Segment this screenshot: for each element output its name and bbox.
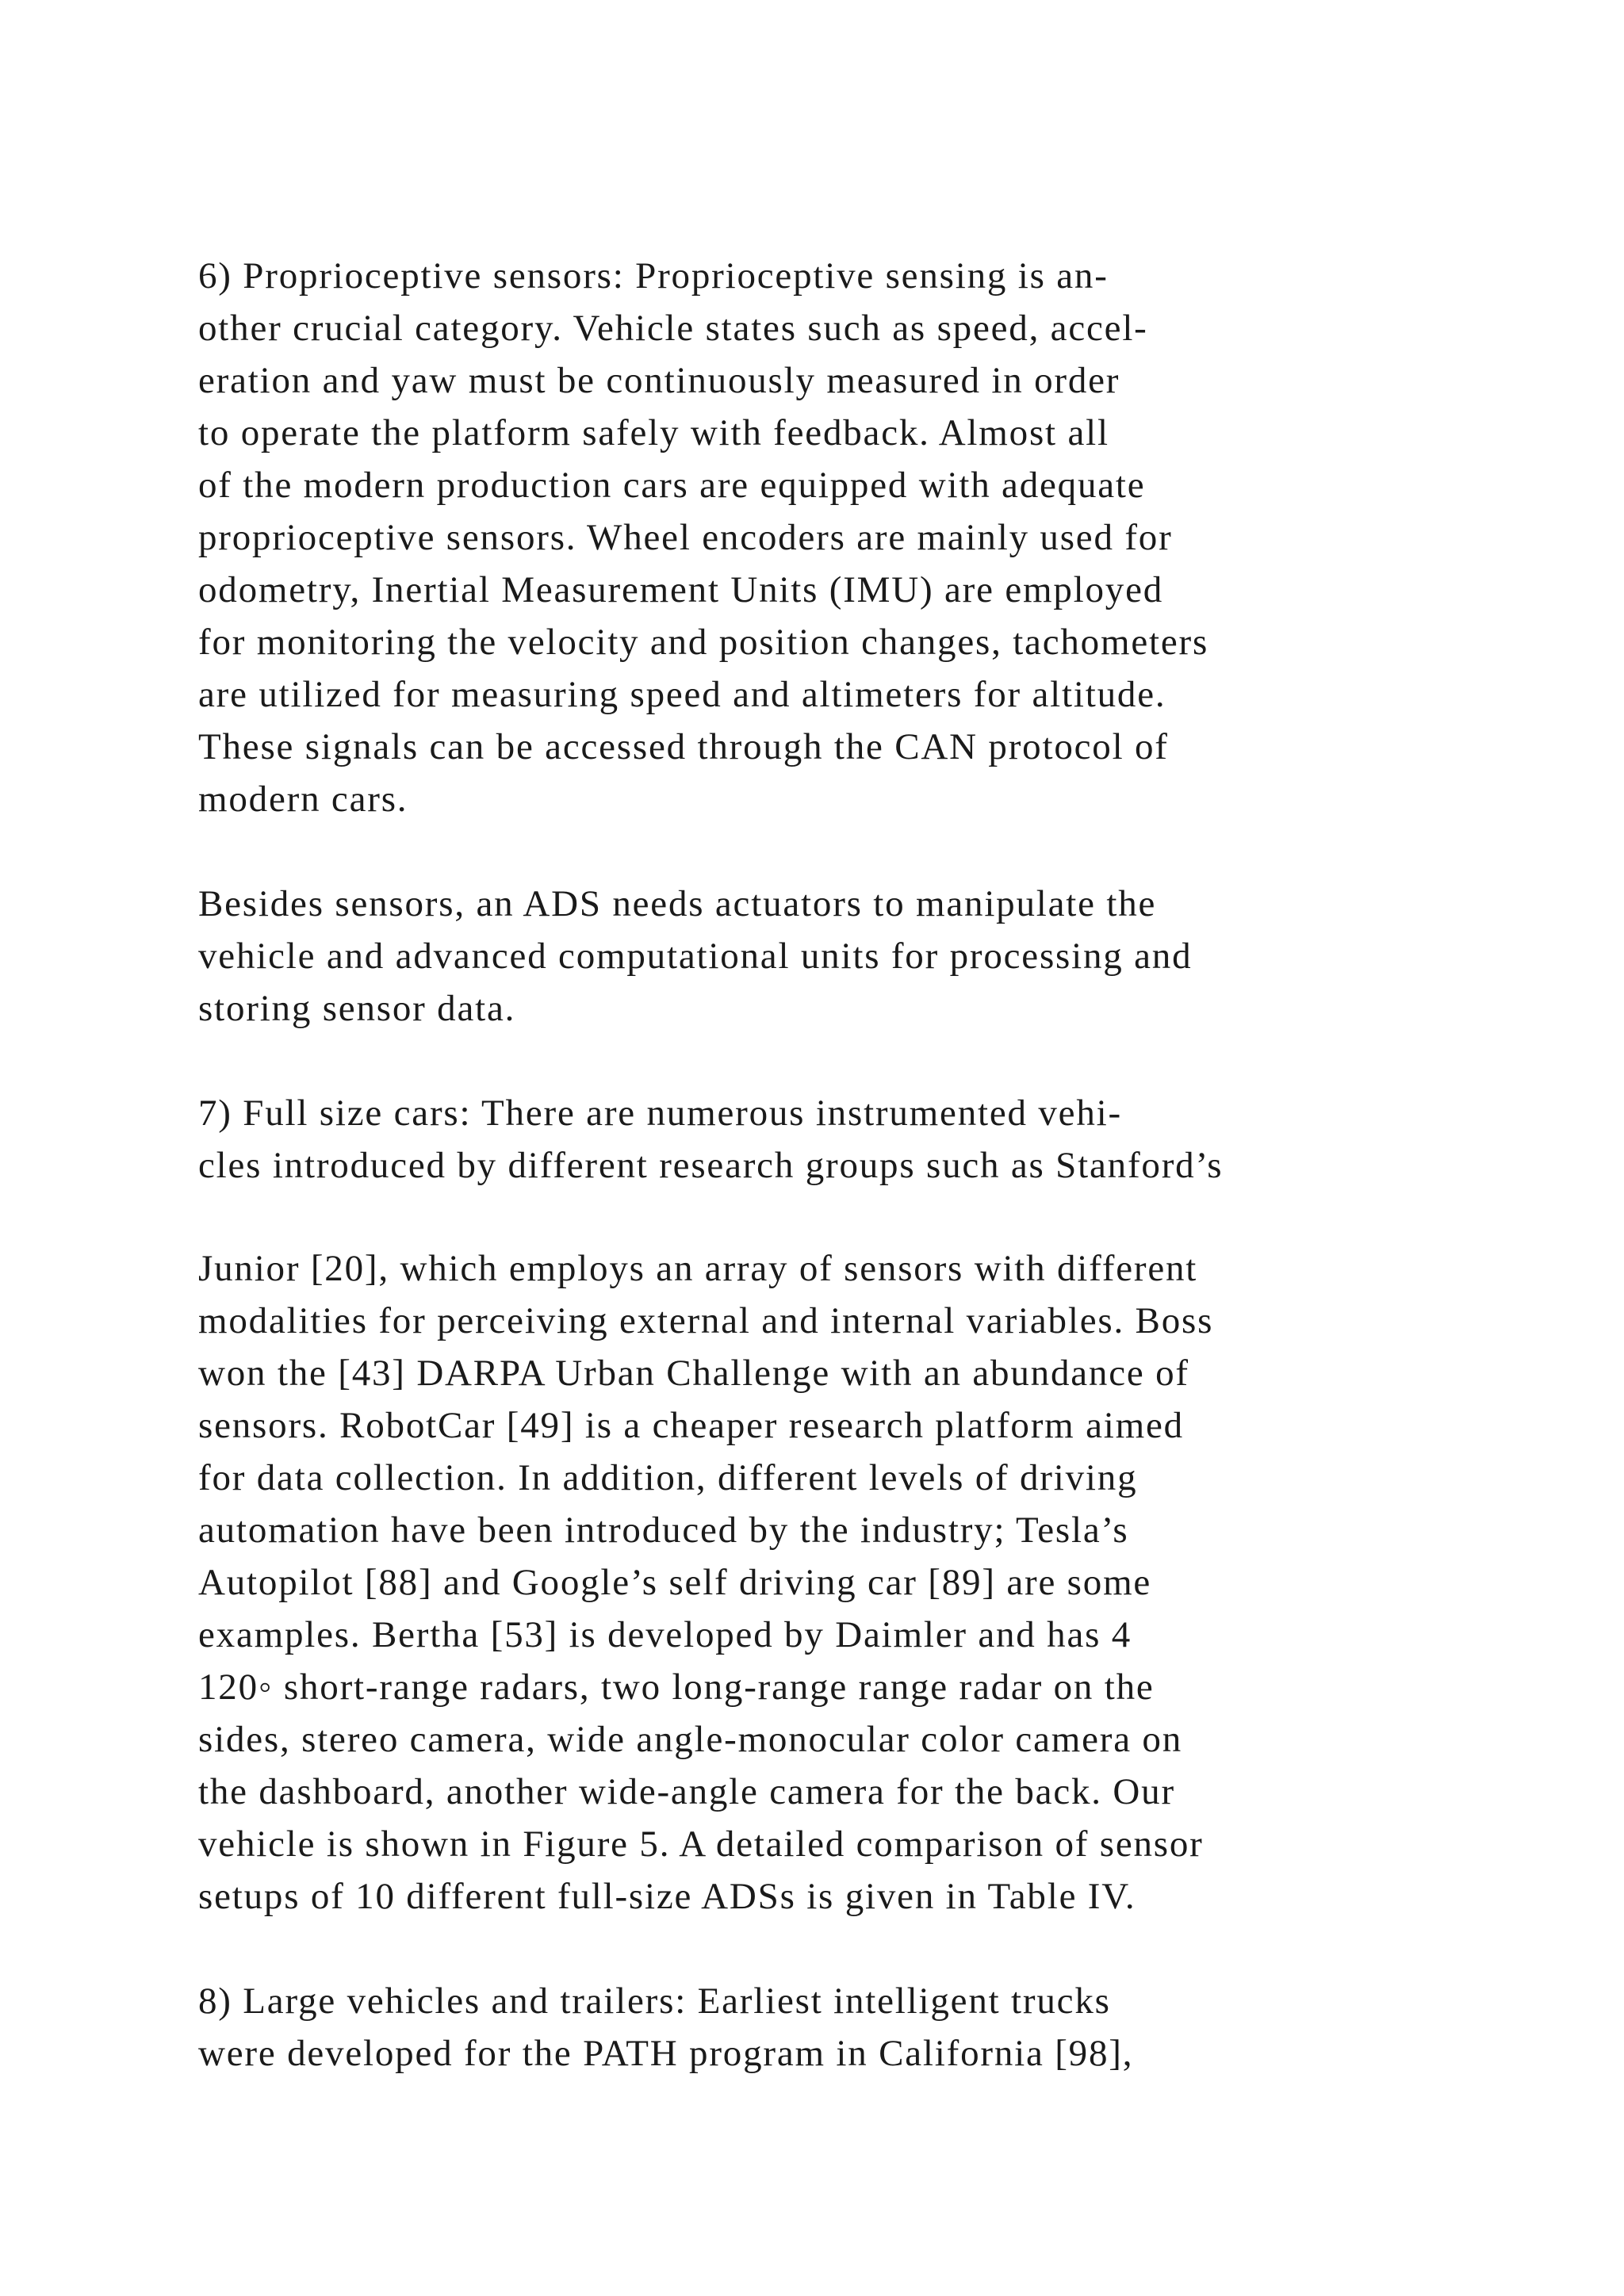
paragraph-spacer: [198, 1035, 1435, 1087]
text-line: examples. Bertha [53] is developed by Daimler and has 4: [198, 1614, 1132, 1655]
text-line: These signals can be accessed through the CAN protocol of: [198, 726, 1169, 767]
text-line: for data collection. In addition, different levels of driving: [198, 1457, 1138, 1498]
text-line: the dashboard, another wide-angle camera for the back. Our: [198, 1771, 1175, 1812]
text-line: were developed for the PATH program in California [98],: [198, 2033, 1134, 2074]
text-line: for monitoring the velocity and position changes, tachometers: [198, 622, 1209, 663]
text-line: Autopilot [88] and Google’s self driving car [89] are some: [198, 1562, 1152, 1603]
text-line: vehicle and advanced computational units for processing and: [198, 936, 1193, 977]
text-line: won the [43] DARPA Urban Challenge with an abundance of: [198, 1353, 1189, 1394]
text-line: to operate the platform safely with feedback. Almost all: [198, 412, 1109, 453]
text-line: 7) Full size cars: There are numerous instrumented vehi-: [198, 1093, 1122, 1134]
text-line: setups of 10 different full-size ADSs is given in Table IV.: [198, 1876, 1136, 1917]
text-line: of the modern production cars are equipped with adequate: [198, 465, 1146, 506]
text-line: proprioceptive sensors. Wheel encoders are mainly used for: [198, 517, 1173, 558]
text-line: sides, stereo camera, wide angle-monocular color camera on: [198, 1719, 1183, 1760]
text-line: Junior [20], which employs an array of sensors with different: [198, 1248, 1198, 1289]
text-line: Besides sensors, an ADS needs actuators to manipulate the: [198, 883, 1157, 924]
document-page: [198, 250, 1435, 2080]
text-line: modalities for perceiving external and internal variables. Boss: [198, 1300, 1214, 1341]
text-line: modern cars.: [198, 779, 408, 820]
paragraph-spacer: [198, 1923, 1435, 1975]
paragraph-actuators: [198, 878, 1435, 1035]
text-line: other crucial category. Vehicle states such as speed, accel-: [198, 308, 1148, 349]
text-line: are utilized for measuring speed and altimeters for altitude.: [198, 674, 1166, 715]
text-line: sensors. RobotCar [49] is a cheaper research platform aimed: [198, 1405, 1184, 1446]
paragraph-full-size-cars-intro: [198, 1087, 1435, 1192]
text-line: cles introduced by different research groups such as Stanford’s: [198, 1145, 1224, 1186]
text-line: 120◦ short-range radars, two long-range range radar on the: [198, 1667, 1155, 1708]
paragraph-spacer: [198, 1192, 1435, 1242]
text-line: eration and yaw must be continuously measured in order: [198, 360, 1120, 401]
text-line: vehicle is shown in Figure 5. A detailed comparison of sensor: [198, 1823, 1204, 1865]
text-line: 6) Proprioceptive sensors: Proprioceptive sensing is an-: [198, 255, 1109, 297]
text-line: storing sensor data.: [198, 988, 516, 1029]
paragraph-large-vehicles: [198, 1975, 1435, 2080]
text-line: odometry, Inertial Measurement Units (IMU) are employed: [198, 569, 1164, 610]
paragraph-proprioceptive-sensors: [198, 250, 1435, 825]
paragraph-spacer: [198, 825, 1435, 878]
text-line: automation have been introduced by the industry; Tesla’s: [198, 1510, 1129, 1551]
paragraph-full-size-cars-body: [198, 1242, 1435, 1923]
text-line: 8) Large vehicles and trailers: Earliest intelligent trucks: [198, 1980, 1111, 2022]
